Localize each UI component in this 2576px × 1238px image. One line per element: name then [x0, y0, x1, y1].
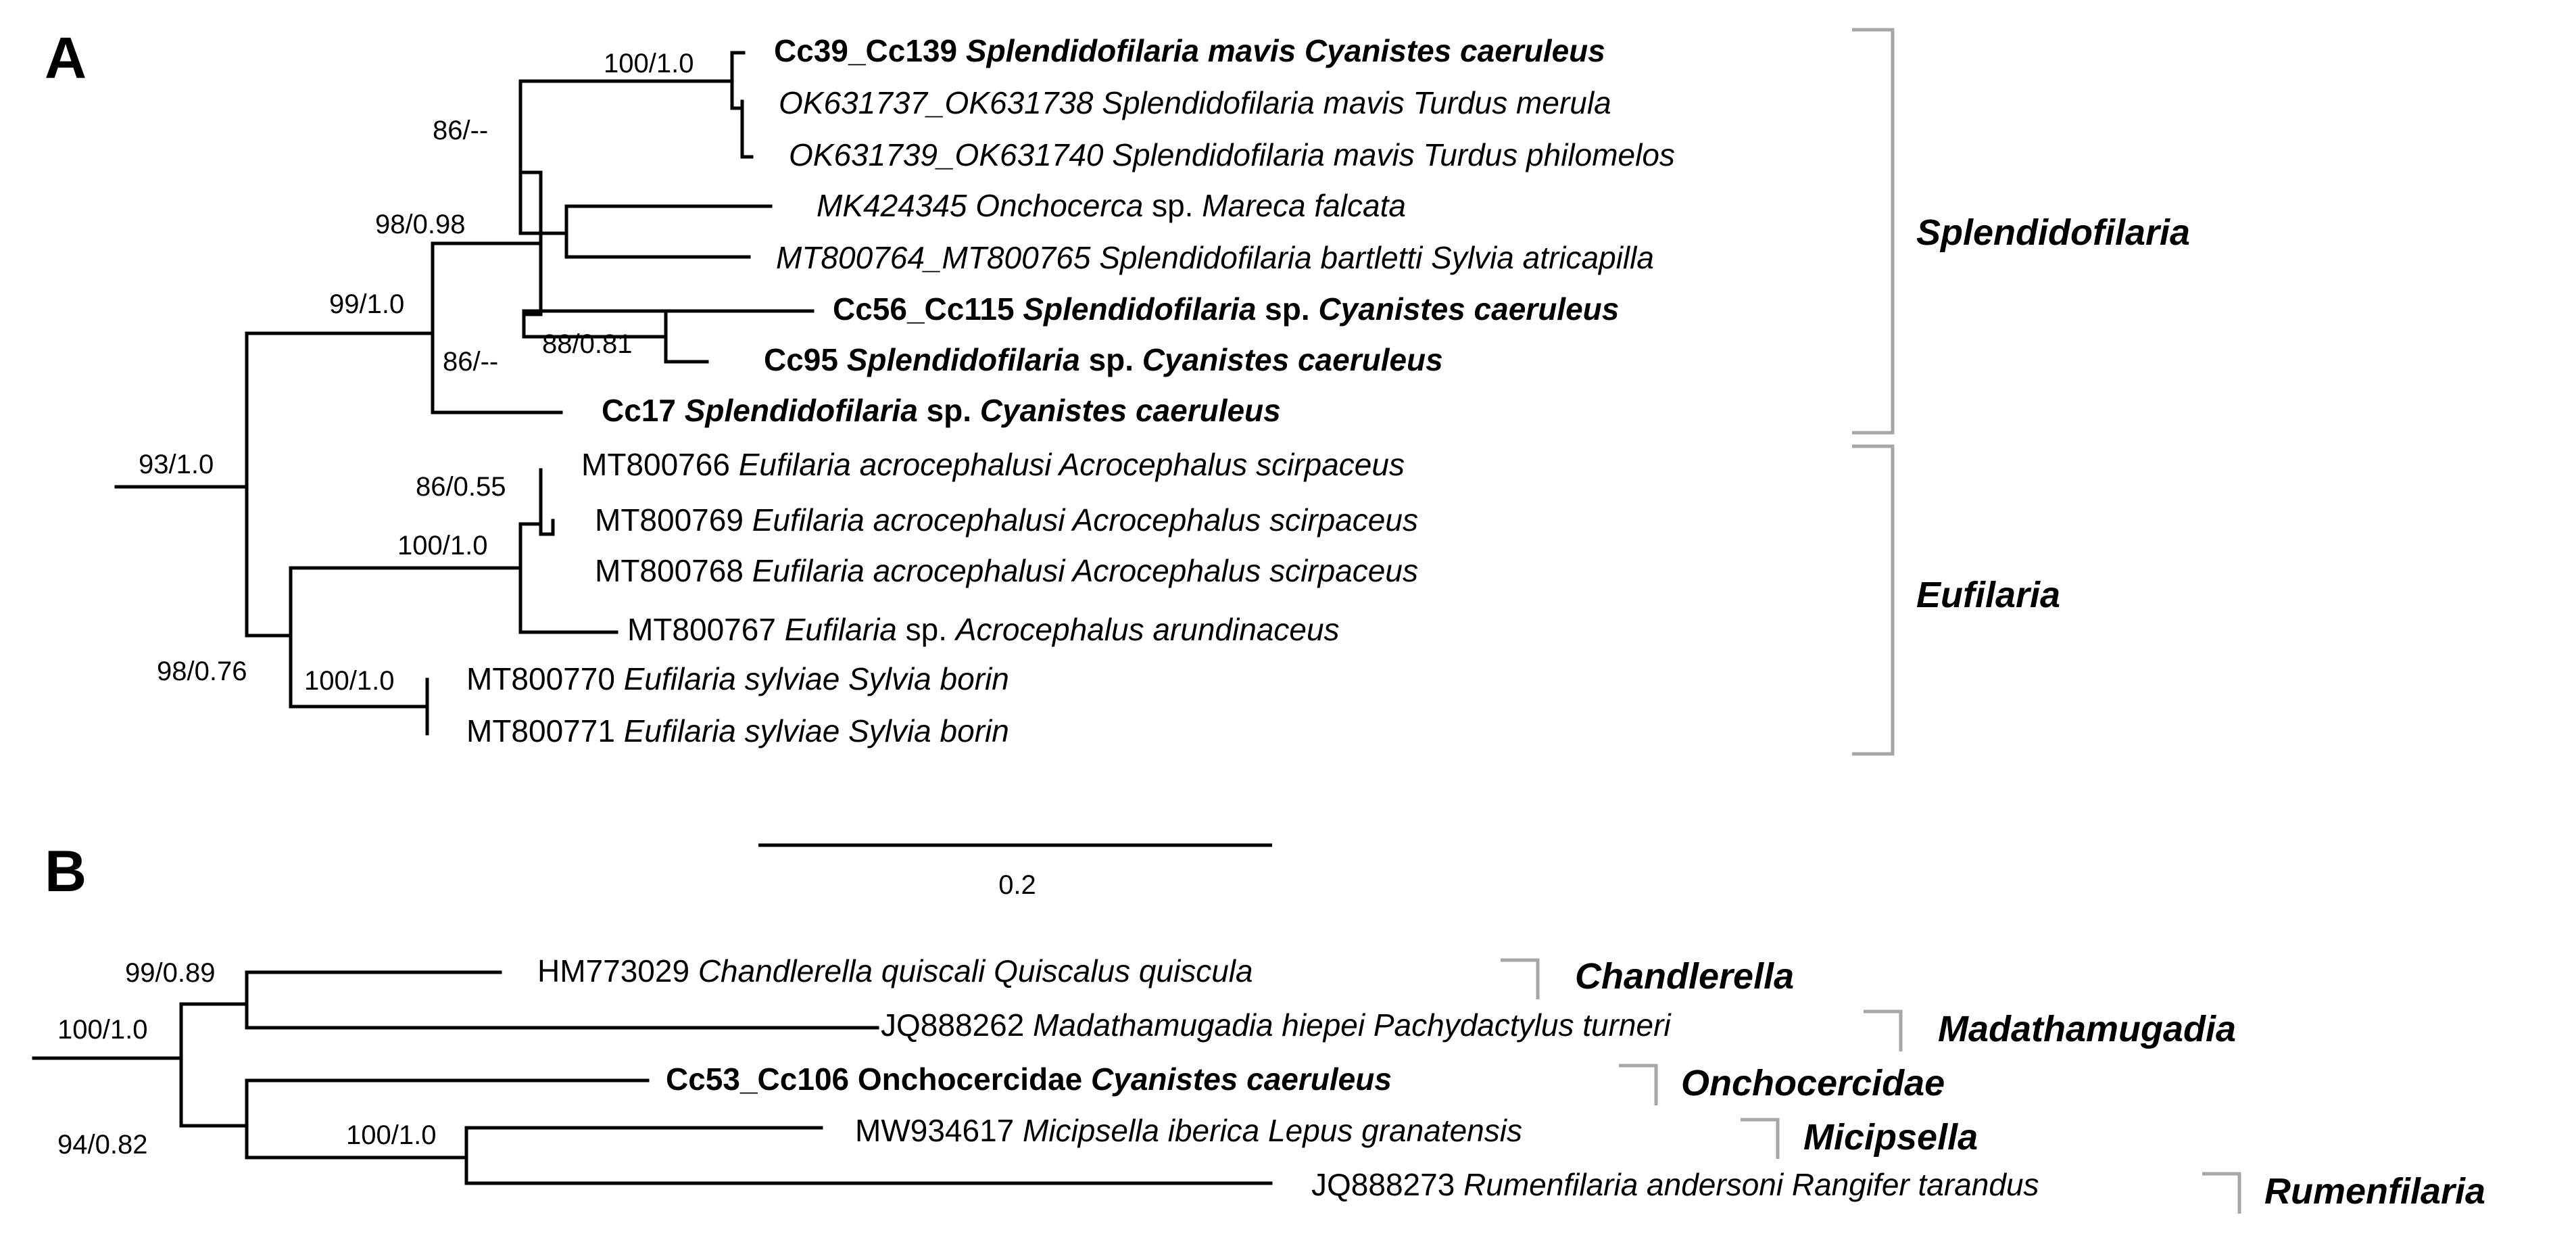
tip-label-segment: JQ888273 [1311, 1167, 1464, 1202]
tree-a-tip-label [789, 137, 1675, 172]
support-value: 86/-- [443, 347, 499, 377]
support-value: 100/1.0 [346, 1120, 437, 1150]
tip-label-segment: MT800767 [627, 612, 785, 647]
tip-label-segment: Acrocephalus arundinaceus [955, 612, 1340, 647]
tip-label-segment: Cc53_Cc106 Onchocercidae [666, 1062, 1092, 1097]
tree-b-tip-label [537, 953, 1253, 989]
tip-label-segment: sp. [1143, 188, 1202, 223]
tip-label-segment: Splendidofilaria [1023, 291, 1257, 327]
panel-label-a: A [45, 26, 87, 91]
tip-label-segment: Cc17 [602, 393, 685, 428]
tip-label-segment: Splendidofilaria [684, 393, 918, 428]
clade-label-micipsella: Micipsella [1803, 1117, 1978, 1158]
support-value: 100/1.0 [604, 49, 694, 78]
tip-label-segment: Cyanistes caeruleus [979, 393, 1281, 428]
tree-a-tip-label [595, 553, 1418, 588]
clade-bracket-micipsella [1741, 1120, 1778, 1159]
support-value: 86/-- [433, 116, 489, 145]
tip-label-segment: Madathamugadia hiepei Pachydactylus turneri [1033, 1007, 1671, 1043]
tree-a-tip-label [466, 661, 1009, 696]
support-value: 94/0.82 [57, 1130, 148, 1160]
tree-a-tip-labels [466, 33, 1675, 748]
support-value: 93/1.0 [139, 450, 214, 479]
tip-label-segment: MT800769 [595, 502, 752, 538]
clade-bracket-onchocercidae [1619, 1066, 1656, 1105]
tip-label-segment: MK424345 Onchocerca [817, 188, 1144, 223]
tree-a-tip-label [602, 393, 1281, 428]
scale-bar-label: 0.2 [998, 870, 1036, 900]
scale-bar [758, 845, 1272, 900]
tip-label-segment: Splendidofilaria [846, 342, 1080, 377]
tip-label-segment: MT800768 [595, 553, 752, 588]
support-value: 100/1.0 [397, 531, 488, 561]
tip-label-segment: Cc95 [764, 342, 847, 377]
tree-a-tip-label [833, 291, 1619, 327]
tree-a-tip-label [595, 502, 1418, 538]
support-value: 86/0.55 [416, 472, 506, 502]
clade-label-onchocercidae: Onchocercidae [1681, 1063, 1945, 1103]
tip-label-segment: Rumenfilaria andersoni Rangifer tarandus [1463, 1167, 2039, 1202]
tip-label-segment: sp. [1079, 342, 1142, 377]
tip-label-segment: Eufilaria acrocephalusi Acrocephalus scirpaceus [738, 447, 1405, 482]
tip-label-segment: HM773029 [537, 953, 698, 989]
tip-label-segment: Chandlerella quiscali Quiscalus quiscula [698, 953, 1253, 989]
clade-label-madathamugadia: Madathamugadia [1938, 1009, 2237, 1049]
support-value: 99/0.89 [125, 958, 216, 988]
tip-label-segment: OK631739_OK631740 Splendidofilaria mavis Turdus philomelos [789, 137, 1675, 172]
tip-label-segment: Eufilaria sylviae Sylvia borin [623, 713, 1009, 748]
support-value: 98/0.76 [157, 657, 247, 686]
clade-label-splendidofilaria: Splendidofilaria [1916, 212, 2191, 253]
tip-label-segment: Cyanistes caeruleus [1318, 291, 1620, 327]
tip-label-segment: Cyanistes caeruleus [1091, 1062, 1392, 1097]
tip-label-segment: JQ888262 [881, 1007, 1034, 1043]
tree-a-tip-label [764, 342, 1443, 377]
clade-label-rumenfilaria: Rumenfilaria [2264, 1171, 2486, 1212]
tip-label-segment: MT800771 [466, 713, 624, 748]
tip-label-segment: sp. [896, 612, 956, 647]
tip-label-segment: Eufilaria acrocephalusi Acrocephalus scirpaceus [752, 553, 1418, 588]
tip-label-segment: sp. [917, 393, 980, 428]
support-value: 100/1.0 [304, 666, 395, 696]
tree-a-clade-brackets [1852, 30, 2190, 754]
support-value: 98/0.98 [375, 210, 466, 239]
tree-b-tip-label [855, 1113, 1522, 1148]
clade-label-eufilaria: Eufilaria [1916, 575, 2061, 615]
support-value: 88/0.81 [542, 329, 633, 359]
clade-bracket-rumenfilaria [2202, 1174, 2239, 1214]
tip-label-segment: Eufilaria sylviae Sylvia borin [623, 661, 1009, 696]
tip-label-segment: Eufilaria acrocephalusi Acrocephalus scirpaceus [752, 502, 1418, 538]
tree-a-tip-label [581, 447, 1405, 482]
tip-label-segment: Splendidofilaria mavis Cyanistes caeruleus [965, 33, 1605, 68]
tip-label-segment: Mareca falcata [1202, 188, 1406, 223]
tip-label-segment: sp. [1256, 291, 1319, 327]
tree-b-tip-label [666, 1062, 1392, 1097]
tip-label-segment: Micipsella iberica Lepus granatensis [1023, 1113, 1522, 1148]
clade-label-chandlerella: Chandlerella [1575, 956, 1795, 997]
tip-label-segment: Cyanistes caeruleus [1142, 342, 1443, 377]
tree-b-tip-label [1311, 1167, 2039, 1202]
tree-a-tip-label [817, 188, 1406, 223]
clade-bracket-chandlerella [1501, 960, 1538, 999]
support-value: 99/1.0 [329, 289, 405, 319]
tip-label-segment: MW934617 [855, 1113, 1023, 1148]
tree-a-support-values [139, 49, 694, 696]
clade-bracket-madathamugadia [1864, 1011, 1901, 1051]
clade-bracket-eufilaria [1852, 446, 1893, 754]
tree-a-tip-label [627, 612, 1340, 647]
tip-label-segment: MT800766 [581, 447, 739, 482]
clade-bracket-splendidofilaria [1852, 30, 1893, 433]
tip-label-segment: OK631737_OK631738 Splendidofilaria mavis Turdus merula [779, 85, 1611, 120]
tree-a-tip-label [779, 85, 1611, 120]
tip-label-segment: Cc56_Cc115 [833, 291, 1023, 327]
tip-label-segment: Eufilaria [784, 612, 897, 647]
tree-b-tip-label [881, 1007, 1672, 1043]
tree-a-tip-label [774, 33, 1605, 68]
tip-label-segment: MT800764_MT800765 Splendidofilaria bartletti Sylvia atricapilla [776, 240, 1654, 275]
panel-label-b: B [45, 839, 87, 904]
tree-a-tip-label [776, 240, 1654, 275]
tip-label-segment: Cc39_Cc139 [774, 33, 966, 68]
tree-a-tip-label [466, 713, 1009, 748]
support-value: 100/1.0 [57, 1015, 148, 1045]
tip-label-segment: MT800770 [466, 661, 624, 696]
